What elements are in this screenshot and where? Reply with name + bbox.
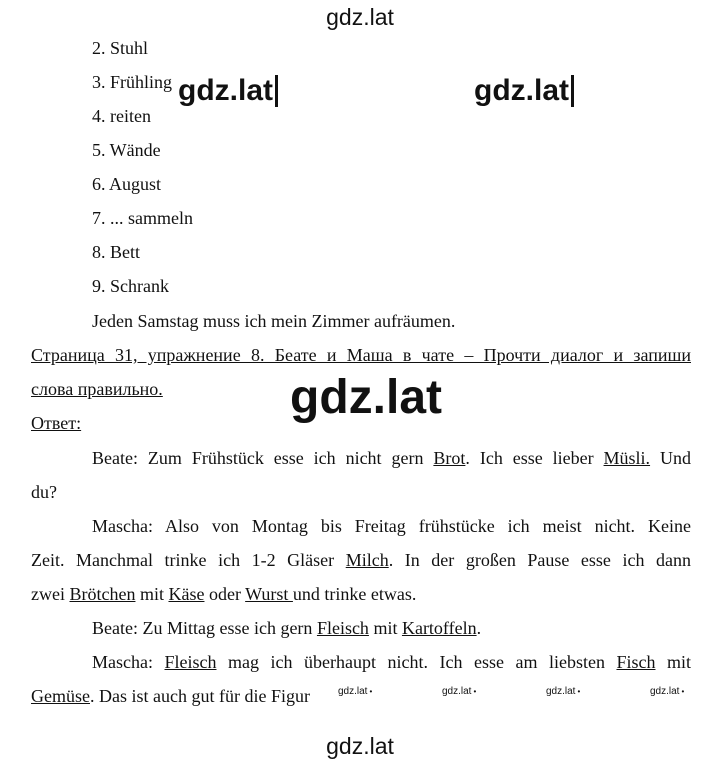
watermark-top: gdz.lat [326, 4, 394, 30]
dialog-mascha-1-line3: zwei Brötchen mit Käse oder Wurst und trinke etwas. [31, 584, 417, 604]
dialog-mascha-1-line1: Mascha: Also von Montag bis Freitag frühstücke ich meist nicht. Keine [92, 516, 691, 536]
watermark-small: gdz.lat • [544, 686, 584, 697]
list-item: 9. Schrank [92, 276, 169, 296]
dialog-mascha-2-line1: Mascha: Fleisch mag ich überhaupt nicht. Ich esse am liebsten Fisch mit [92, 652, 691, 672]
watermark-center: gdz.lat [290, 371, 442, 424]
watermark-big-right: gdz.lat [474, 75, 574, 107]
watermark-small: gdz.lat • [440, 686, 480, 697]
answer-label: Ответ: [31, 413, 82, 433]
list-item: 7. ... sammeln [92, 208, 193, 228]
list-item: 8. Bett [92, 242, 140, 262]
dialog-beate-2: Beate: Zu Mittag esse ich gern Fleisch mit Kartoffeln. [92, 618, 482, 638]
watermark-small: gdz.lat • [336, 686, 376, 697]
dialog-beate-1-line1: Beate: Zum Frühstück esse ich nicht gern Brot. Ich esse lieber Müsli. Und [92, 448, 691, 468]
list-item: 4. reiten [92, 106, 151, 126]
watermark-bottom: gdz.lat [326, 733, 394, 759]
list-item: 2. Stuhl [92, 38, 149, 58]
watermark-small: gdz.lat • [648, 686, 688, 697]
exercise-heading-line1: Страница 31, упражнение 8. Беате и Маша в чате – Прочти диалог и запиши [31, 345, 691, 365]
list-item: 5. Wände [92, 140, 161, 160]
dialog-beate-1-line2: du? [31, 482, 57, 502]
dialog-mascha-2-line2: Gemüse. Das ist auch gut für die Figur [31, 686, 310, 706]
dialog-mascha-1-line2: Zeit. Manchmal trinke ich 1-2 Gläser Milch. In der großen Pause esse ich dann [31, 550, 691, 570]
summary-sentence: Jeden Samstag muss ich mein Zimmer aufräumen. [92, 311, 456, 331]
list-item: 3. Frühling [92, 72, 173, 92]
list-item: 6. August [92, 174, 162, 194]
watermark-big-left: gdz.lat [178, 75, 278, 107]
exercise-heading-line2: слова правильно. [31, 379, 163, 399]
